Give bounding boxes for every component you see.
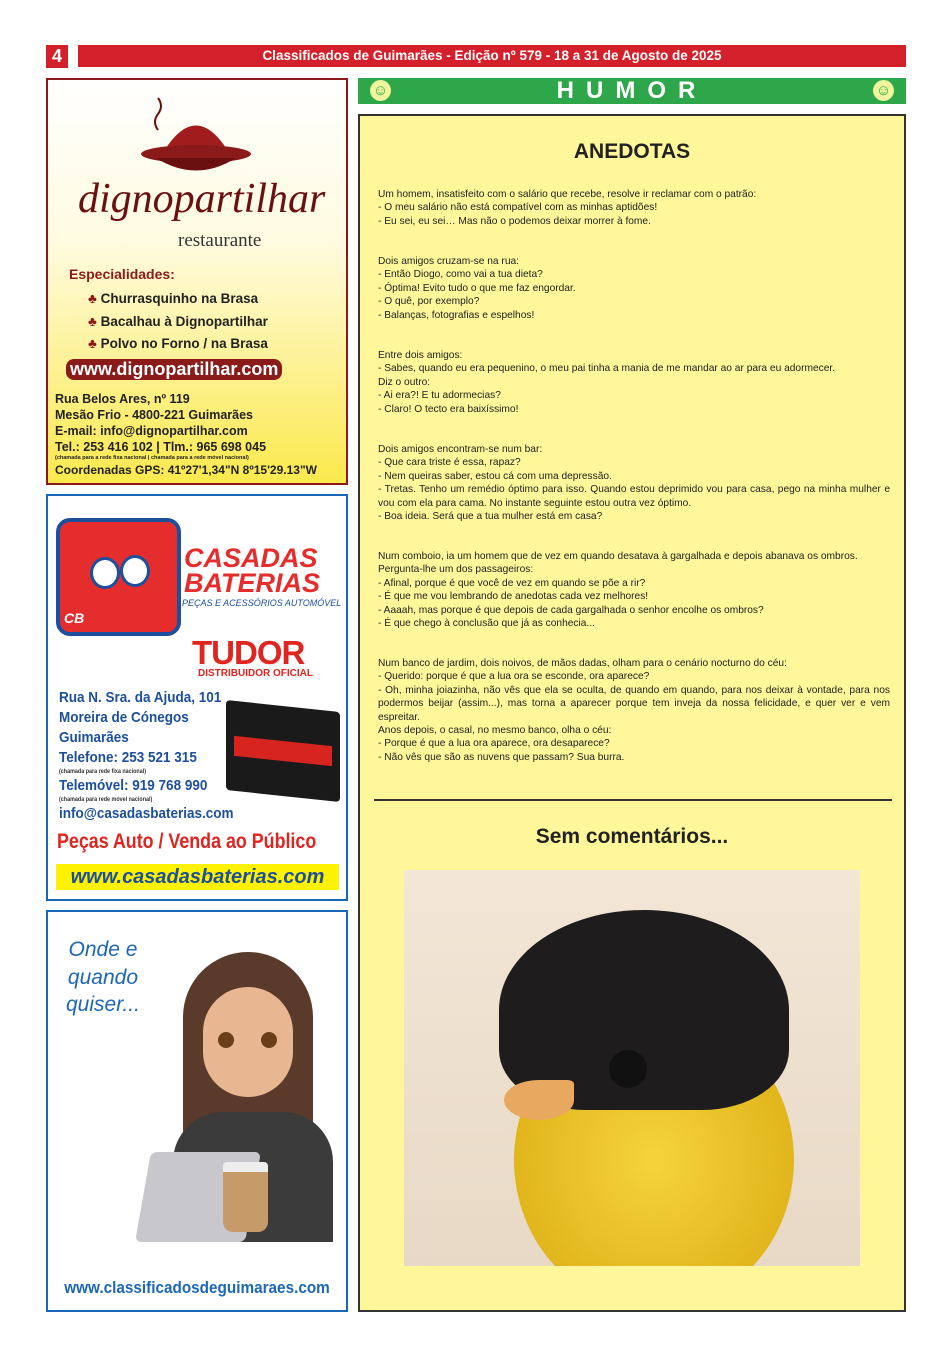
address-line: Mesão Frio - 4800-221 Guimarães	[55, 408, 254, 422]
woman-with-laptop-illustration	[163, 952, 338, 1242]
ad-headline: Onde e quando quiser...	[66, 938, 140, 1016]
specialty-item: ♣ Polvo no Forno / na Brasa	[88, 336, 268, 351]
smiley-icon: ☺	[370, 80, 391, 101]
joke: Num comboio, ia um homem que de vez em quando desatava à gargalhada e depois abanava os ombros. Pergunta-lhe um dos passageiros: - Afinal, porque é que você de vez em quando se põe a rir? - É que me vou lembrando de anedotas cada vez melhores! - Aaaah, mas porque é que depois de cada gargalhada o senhor encolhe os ombros? - É que chego à conclusão que já as conhecia...	[378, 551, 858, 630]
brand-logo-text: dignopartilhar	[78, 176, 326, 222]
restaurant-website-link[interactable]: www.dignopartilhar.com	[66, 359, 282, 380]
address-line: Rua Belos Ares, nº 119	[55, 392, 190, 406]
joke: Num banco de jardim, dois noivos, de mãos dadas, olham para o cenário nocturno do céu: - Querido: porque é que a lua ora se esconde, ora aparece? - Oh, minha joiazinha, não vês que ela se oculta, de quando em quando, para nos deixar à vontade, para nos podermos beijar (assim...), mas torna a aparecer porque tem inveja da nossa felicidade, e quer ver e vem espreitar. Anos depois, o casal, no mesmo banco, olha o céu: - Porque é que a lua ora aparece, ora desaparece? - Não vês que são as nuvens que passam? Sua burra.	[378, 658, 890, 763]
batteries-ad	[46, 494, 348, 901]
humor-box	[358, 114, 906, 1312]
joke: Dois amigos cruzam-se na rua: - Então Diogo, como vai a tua dieta? - Óptima! Evito tudo o que me faz engordar. - O quê, por exemplo? - Balanças, fotografias e espelhos!	[378, 256, 576, 321]
battery-image	[226, 700, 340, 802]
email: E-mail: info@dignopartilhar.com	[55, 424, 248, 438]
joke: Um homem, insatisfeito com o salário que recebe, resolve ir reclamar com o patrão: - O meu salário não está compatível com as minhas aptidões! - Eu sei, eu sei… Mas não o podemos deixar morrer à fome.	[378, 189, 757, 227]
batteries-website-link[interactable]: www.casadasbaterias.com	[56, 864, 339, 890]
joke: Dois amigos encontram-se num bar: - Que cara triste é essa, rapaz? - Nem queiras saber, estou cá com uma depressão. - Tretas. Tenho um remédio óptimo para isso. Quando estou deprimido vou para casa, pego na minha mulher e vou com ela para cama. No instante seguinte estou outra vez óptimo. - Boa ideia. Será que a tua mulher está em casa?	[378, 444, 890, 523]
jokes-title: ANEDOTAS	[573, 140, 691, 163]
bullet-icon: ♣	[88, 336, 101, 351]
bullet-icon: ♣	[88, 291, 101, 306]
specialties-list	[88, 288, 268, 356]
tudor-subtitle: DISTRIBUIDOR OFICIAL	[198, 668, 313, 679]
classificados-ad	[46, 910, 348, 1312]
chick-with-wig-photo	[404, 870, 860, 1266]
restaurant-contacts	[55, 391, 317, 478]
batteries-tagline: PEÇAS E ACESSÓRIOS AUTOMÓVEL	[182, 598, 342, 608]
specialty-item: ♣ Bacalhau à Dignopartilhar	[88, 313, 268, 329]
section-title: HUMOR	[556, 77, 708, 104]
photo-title: Sem comentários...	[535, 825, 729, 848]
battery-mascot-icon: CB	[56, 518, 181, 636]
humor-section-header	[358, 78, 906, 104]
tudor-logo: TUDOR	[192, 634, 305, 671]
smiley-icon: ☺	[873, 80, 894, 101]
specialties-title: Especialidades:	[69, 266, 175, 282]
classificados-website-link[interactable]: www.classificadosdeguimaraes.com	[64, 1278, 330, 1297]
joke: Entre dois amigos: - Sabes, quando eu era pequenino, o meu pai tinha a mania de me mandar ao ar para eu adormecer. Diz o outro: - Ai era?! E tu adormecias? - Claro! O tecto era baixíssimo!	[378, 350, 836, 415]
specialty-item: ♣ Churrasquinho na Brasa	[88, 291, 259, 306]
bullet-icon: ♣	[88, 313, 101, 329]
phones-note: (chamada para a rede fixa nacional | chamada para a rede móvel nacional)	[55, 455, 249, 461]
gps: Coordenadas GPS: 41º27'1,34"N 8º15'29.13"W	[55, 463, 317, 477]
header-title: Classificados de Guimarães - Edição nº 579 - 18 a 31 de Agosto de 2025	[78, 45, 906, 67]
restaurant-ad	[46, 78, 348, 485]
phones: Tel.: 253 416 102 | Tlm.: 965 698 045	[55, 440, 267, 454]
brand-subtitle: restaurante	[178, 230, 262, 251]
batteries-slogan: Peças Auto / Venda ao Público	[57, 830, 317, 853]
batteries-brand: CASADAS BATERIAS	[184, 543, 321, 598]
divider	[374, 799, 892, 801]
batteries-contacts: Rua N. Sra. da Ajuda, 101 Moreira de Cónegos Guimarães Telefone: 253 521 315 (chamada para rede fixa nacional) Telemóvel: 919 768 990 (chamada para rede móvel nacional) info@casadasbaterias.com	[59, 689, 234, 822]
tajine-logo-icon	[136, 88, 256, 173]
page-number: 4	[46, 45, 68, 68]
